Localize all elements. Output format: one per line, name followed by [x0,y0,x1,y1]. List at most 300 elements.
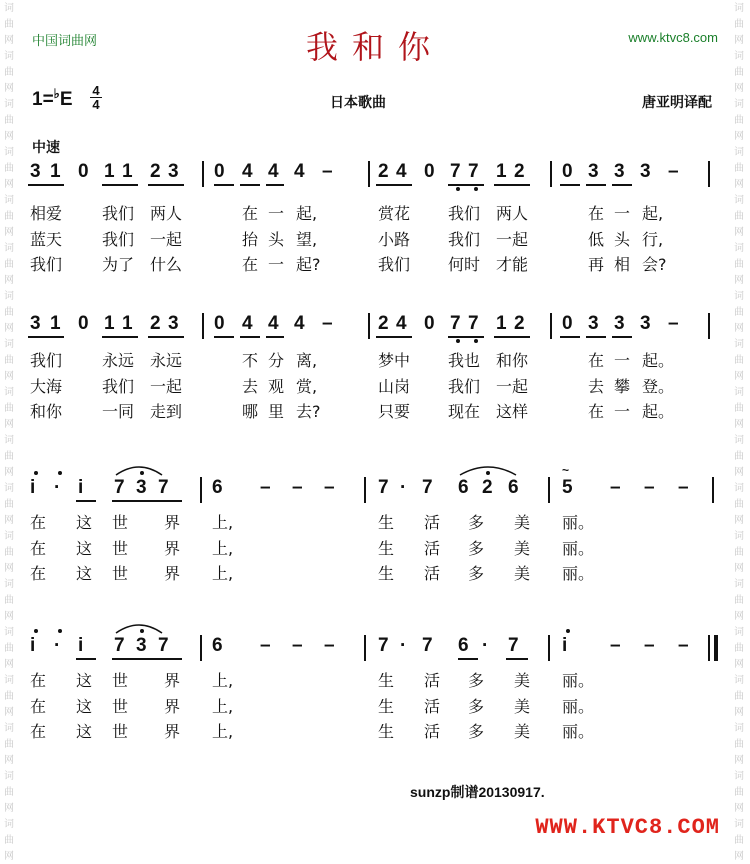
border-watermark-char: 网 [734,83,744,94]
note: 2 [378,161,389,182]
border-watermark-char: 曲 [734,499,744,510]
dash-note: – [322,313,333,334]
lyric-word: 再 [588,255,605,274]
note: 3 [588,313,599,334]
beam-underline [112,500,182,502]
border-watermark-char: 词 [4,531,14,542]
border-watermark-char: 词 [734,99,744,110]
notation-row-4 [28,635,728,665]
lyric-word: 低 [588,230,605,249]
lyric-word: 多 [468,564,485,583]
border-watermark-char: 网 [4,323,14,334]
flat-sign: ♭ [53,86,60,101]
note: i [30,477,36,498]
border-watermark-char: 曲 [734,787,744,798]
border-watermark-char: 网 [4,611,14,622]
lyric-word: 一 [268,255,285,274]
lyric-word: 和你 [30,402,63,421]
border-watermark-char: 曲 [734,67,744,78]
note: 3 [168,313,179,334]
border-watermark-char: 曲 [4,499,14,510]
note: 3 [30,161,41,182]
border-watermark-char: 曲 [734,163,744,174]
beam-underline [586,184,606,186]
beam-underline [560,336,580,338]
border-watermark-char: 曲 [4,643,14,654]
site-watermark: WWW.KTVC8.COM [535,815,720,840]
note: 2 [150,161,161,182]
barline [550,161,552,187]
transcriber-credit: sunzp制谱20130917. [410,784,545,800]
lyric-word: 起。 [642,351,675,370]
note: 1 [50,161,61,182]
lyric-word: 头 [614,230,631,249]
dash-note: – [322,161,333,182]
lyric-word: 何时 [448,255,481,274]
border-watermark-char: 词 [4,723,14,734]
dash-note: – [324,635,335,656]
note: i [78,635,84,656]
lyric-word: 我们 [102,230,135,249]
lyric-line [28,719,728,741]
lyric-word: 赏花 [378,204,411,223]
note: 0 [562,161,573,182]
lyric-word: 攀 [614,377,631,396]
lyric-word: 我们 [378,255,411,274]
lyric-word: 相 [614,255,631,274]
note: 3 [136,635,147,656]
border-watermark-char: 曲 [4,835,14,846]
lyric-word: 在 [30,513,47,532]
lyric-word: 多 [468,539,485,558]
note: 7 [114,635,125,656]
lyric-word: 在 [30,671,47,690]
note: 6 [458,635,469,656]
lyric-word: 我们 [30,351,63,370]
notation-row-3 [28,463,728,507]
note: 2 [514,313,525,334]
lyric-word: 界 [164,722,181,741]
octave-dot [566,629,570,633]
border-watermark-char: 词 [734,723,744,734]
note: 4 [268,161,279,182]
dash-note: – [292,477,303,498]
lyric-word: 一同 [102,402,135,421]
border-watermark-char: 词 [4,483,14,494]
arranger-credit: 唐亚明译配 [642,95,712,111]
lyric-word: 抬 [242,230,259,249]
border-watermark-char: 词 [4,243,14,254]
lyric-word: 为了 [102,255,135,274]
lyric-word: 梦中 [378,351,411,370]
lyric-word: 活 [424,539,441,558]
octave-dot [34,629,38,633]
dash-note: – [292,635,303,656]
note: 7 [114,477,125,498]
border-watermark-char: 曲 [734,307,744,318]
octave-dot [58,471,62,475]
dash-note: – [610,477,621,498]
border-watermark-char: 词 [734,3,744,14]
lyric-word: 活 [424,697,441,716]
barline [548,635,550,661]
beam-underline [612,336,632,338]
note: 5 [562,477,573,498]
barline [712,477,714,503]
border-watermark-char: 网 [4,35,14,46]
lyric-word: 起, [296,204,318,223]
notation-row-2 [28,313,728,343]
dash-note: – [668,313,679,334]
lyric-word: 行, [642,230,664,249]
dot-note: · [54,635,61,656]
beam-underline [148,336,184,338]
border-watermark-char: 曲 [4,739,14,750]
lyric-word: 在 [242,255,259,274]
note: 2 [482,477,493,498]
lyric-word: 一 [614,402,631,421]
note: 4 [294,161,305,182]
note: 0 [562,313,573,334]
lyric-word: 不 [242,351,259,370]
note: 7 [422,635,433,656]
octave-dot [58,629,62,633]
lyric-line [28,694,728,716]
beam-underline [76,658,96,660]
lyric-word: 丽。 [562,722,595,741]
note: 7 [378,635,389,656]
note: 7 [450,161,461,182]
lyric-word: 我也 [448,351,481,370]
lyric-word: 两人 [150,204,183,223]
border-watermark-char: 网 [734,659,744,670]
border-watermark-char: 网 [734,371,744,382]
song-title: 我和你 [305,28,444,66]
border-watermark-char: 网 [4,515,14,526]
lyric-word: 一 [614,204,631,223]
barline [548,477,550,503]
lyric-line [28,227,728,249]
border-watermark-char: 词 [734,531,744,542]
beam-underline [240,184,260,186]
lyric-word: 我们 [102,377,135,396]
border-watermark-char: 词 [734,387,744,398]
lyric-word: 这 [76,564,93,583]
lyric-word: 在 [588,204,605,223]
note: 0 [424,313,435,334]
beam-underline [494,184,530,186]
border-watermark-char: 词 [4,435,14,446]
notation-row-1 [28,161,728,191]
border-watermark-char: 词 [4,579,14,590]
lyric-word: 界 [164,539,181,558]
beam-underline [560,184,580,186]
beam-underline [28,184,64,186]
note: 3 [588,161,599,182]
lyric-word: 丽。 [562,697,595,716]
lyric-word: 在 [30,722,47,741]
lyric-word: 我们 [448,230,481,249]
lyric-word: 生 [378,564,395,583]
lyric-word: 生 [378,671,395,690]
lyric-line [28,252,728,274]
lyric-word: 这 [76,697,93,716]
note: 0 [424,161,435,182]
note: 3 [614,161,625,182]
note: 1 [50,313,61,334]
barline [200,477,202,503]
note: 4 [396,313,407,334]
lyric-word: 活 [424,513,441,532]
border-watermark-char: 网 [4,755,14,766]
border-watermark-char: 曲 [4,547,14,558]
lyric-word: 永远 [102,351,135,370]
note: 0 [78,313,89,334]
lyric-word: 世 [112,513,129,532]
lyric-word: 我们 [102,204,135,223]
beam-underline [448,184,484,186]
lyric-word: 界 [164,697,181,716]
note: 0 [214,161,225,182]
border-watermark-char: 网 [4,659,14,670]
beam-underline [448,336,484,338]
lyric-word: 走到 [150,402,183,421]
dot-note: · [400,635,407,656]
lyric-word: 我们 [448,377,481,396]
border-watermark-char: 词 [4,771,14,782]
border-watermark-char: 词 [734,147,744,158]
octave-dot [140,629,144,633]
octave-dot [456,187,460,191]
lyric-line [28,668,728,690]
lyric-word: 美 [514,539,531,558]
beam-underline [494,336,530,338]
note: 4 [242,313,253,334]
border-watermark-char: 网 [4,419,14,430]
border-watermark-char: 曲 [4,67,14,78]
note: 1 [104,161,115,182]
border-watermark-char: 网 [4,227,14,238]
note: 7 [508,635,519,656]
ornament-mark: ~ [562,463,570,477]
note: 6 [212,635,223,656]
border-watermark-char: 词 [734,339,744,350]
dash-note: – [678,635,689,656]
dash-note: – [678,477,689,498]
note: 3 [640,161,651,182]
time-signature [88,84,104,111]
border-watermark-char: 曲 [734,403,744,414]
border-watermark-char: 网 [734,467,744,478]
border-watermark-char: 网 [734,275,744,286]
barline [202,313,204,339]
lyric-word: 一 [614,351,631,370]
note: 7 [468,161,479,182]
lyric-word: 观 [268,377,285,396]
border-watermark-char: 曲 [734,691,744,702]
border-watermark-char: 网 [4,131,14,142]
lyric-word: 世 [112,722,129,741]
site-name-left: 中国词曲网 [32,34,98,49]
beam-underline [214,336,234,338]
border-watermark-char: 网 [4,707,14,718]
lyric-word: 现在 [448,402,481,421]
lyric-word: 小路 [378,230,411,249]
lyric-word: 美 [514,722,531,741]
border-watermark-char: 词 [4,51,14,62]
border-watermark-char: 网 [4,803,14,814]
lyric-word: 上, [212,697,234,716]
lyric-word: 离, [296,351,318,370]
lyric-word: 在 [588,351,605,370]
lyric-word: 一起 [150,230,183,249]
lyric-word: 蓝天 [30,230,63,249]
lyric-word: 哪 [242,402,259,421]
octave-dot [474,187,478,191]
note: 4 [242,161,253,182]
note: 1 [496,313,507,334]
note: 2 [150,313,161,334]
lyric-word: 多 [468,697,485,716]
lyric-word: 在 [30,697,47,716]
note: 2 [378,313,389,334]
border-watermark-char: 词 [4,339,14,350]
octave-dot [474,339,478,343]
note: 6 [212,477,223,498]
lyric-word: 在 [30,564,47,583]
lyric-word: 美 [514,564,531,583]
barline [202,161,204,187]
lyric-word: 界 [164,564,181,583]
note: 7 [450,313,461,334]
border-watermark-char: 词 [734,51,744,62]
border-watermark-char: 网 [4,83,14,94]
border-watermark-char: 曲 [4,211,14,222]
time-signature-top: 4 [92,83,100,98]
border-watermark-char: 曲 [4,163,14,174]
dash-note: – [324,477,335,498]
beam-underline [266,184,284,186]
border-watermark-char: 网 [4,275,14,286]
lyric-word: 相爱 [30,204,63,223]
lyric-word: 活 [424,564,441,583]
border-watermark-char: 词 [734,771,744,782]
note: i [30,635,36,656]
key-note: E [59,89,73,110]
beam-underline [458,658,478,660]
border-watermark-char: 词 [4,291,14,302]
beam-underline [148,184,184,186]
lyric-word: 赏, [296,377,318,396]
lyric-word: 一起 [496,377,529,396]
lyric-word: 世 [112,697,129,716]
time-signature-bottom: 4 [92,97,100,112]
lyric-word: 丽。 [562,539,595,558]
note: 4 [294,313,305,334]
note: 6 [508,477,519,498]
barline [708,161,710,187]
left-watermark-border [0,0,20,864]
lyric-word: 生 [378,697,395,716]
lyric-word: 去 [588,377,605,396]
note: 7 [158,477,169,498]
border-watermark-char: 曲 [4,595,14,606]
border-watermark-char: 词 [734,819,744,830]
lyric-word: 起? [296,255,321,274]
border-watermark-char: 曲 [4,451,14,462]
note: 7 [468,313,479,334]
lyric-word: 一起 [496,230,529,249]
dash-note: – [668,161,679,182]
border-watermark-char: 网 [734,707,744,718]
note: 1 [496,161,507,182]
note: 2 [514,161,525,182]
lyric-word: 丽。 [562,671,595,690]
lyric-line [28,201,728,223]
border-watermark-char: 网 [4,179,14,190]
barline [368,313,370,339]
lyric-word: 世 [112,564,129,583]
border-watermark-char: 词 [4,675,14,686]
song-origin: 日本歌曲 [330,95,386,111]
lyric-word: 界 [164,671,181,690]
note: 1 [122,313,133,334]
site-url-right: www.ktvc8.com [628,30,718,45]
border-watermark-char: 网 [4,467,14,478]
border-watermark-char: 网 [734,227,744,238]
beam-underline [376,184,412,186]
note: 3 [30,313,41,334]
border-watermark-char: 曲 [734,259,744,270]
border-watermark-char: 曲 [734,595,744,606]
border-watermark-char: 词 [734,291,744,302]
dot-note: · [400,477,407,498]
border-watermark-char: 网 [734,611,744,622]
lyric-word: 永远 [150,351,183,370]
border-watermark-char: 词 [4,99,14,110]
lyric-word: 活 [424,722,441,741]
lyric-word: 一起 [150,377,183,396]
note: 1 [122,161,133,182]
lyric-word: 在 [588,402,605,421]
border-watermark-char: 曲 [734,739,744,750]
border-watermark-char: 网 [734,419,744,430]
dash-note: – [260,635,271,656]
border-watermark-char: 词 [734,627,744,638]
lyric-word: 这 [76,671,93,690]
barline [368,161,370,187]
border-watermark-char: 词 [734,243,744,254]
lyric-word: 去? [296,402,321,421]
tie-arc [114,463,164,477]
lyric-word: 头 [268,230,285,249]
border-watermark-char: 网 [734,131,744,142]
lyric-word: 多 [468,671,485,690]
note: 4 [396,161,407,182]
border-watermark-char: 网 [4,563,14,574]
note: 3 [168,161,179,182]
border-watermark-char: 曲 [4,691,14,702]
border-watermark-char: 网 [4,371,14,382]
lyric-word: 在 [242,204,259,223]
lyric-line [28,536,728,558]
lyric-word: 登。 [642,377,675,396]
lyric-word: 里 [268,402,285,421]
lyric-word: 界 [164,513,181,532]
lyric-word: 才能 [496,255,529,274]
border-watermark-char: 曲 [4,259,14,270]
beam-underline [586,336,606,338]
